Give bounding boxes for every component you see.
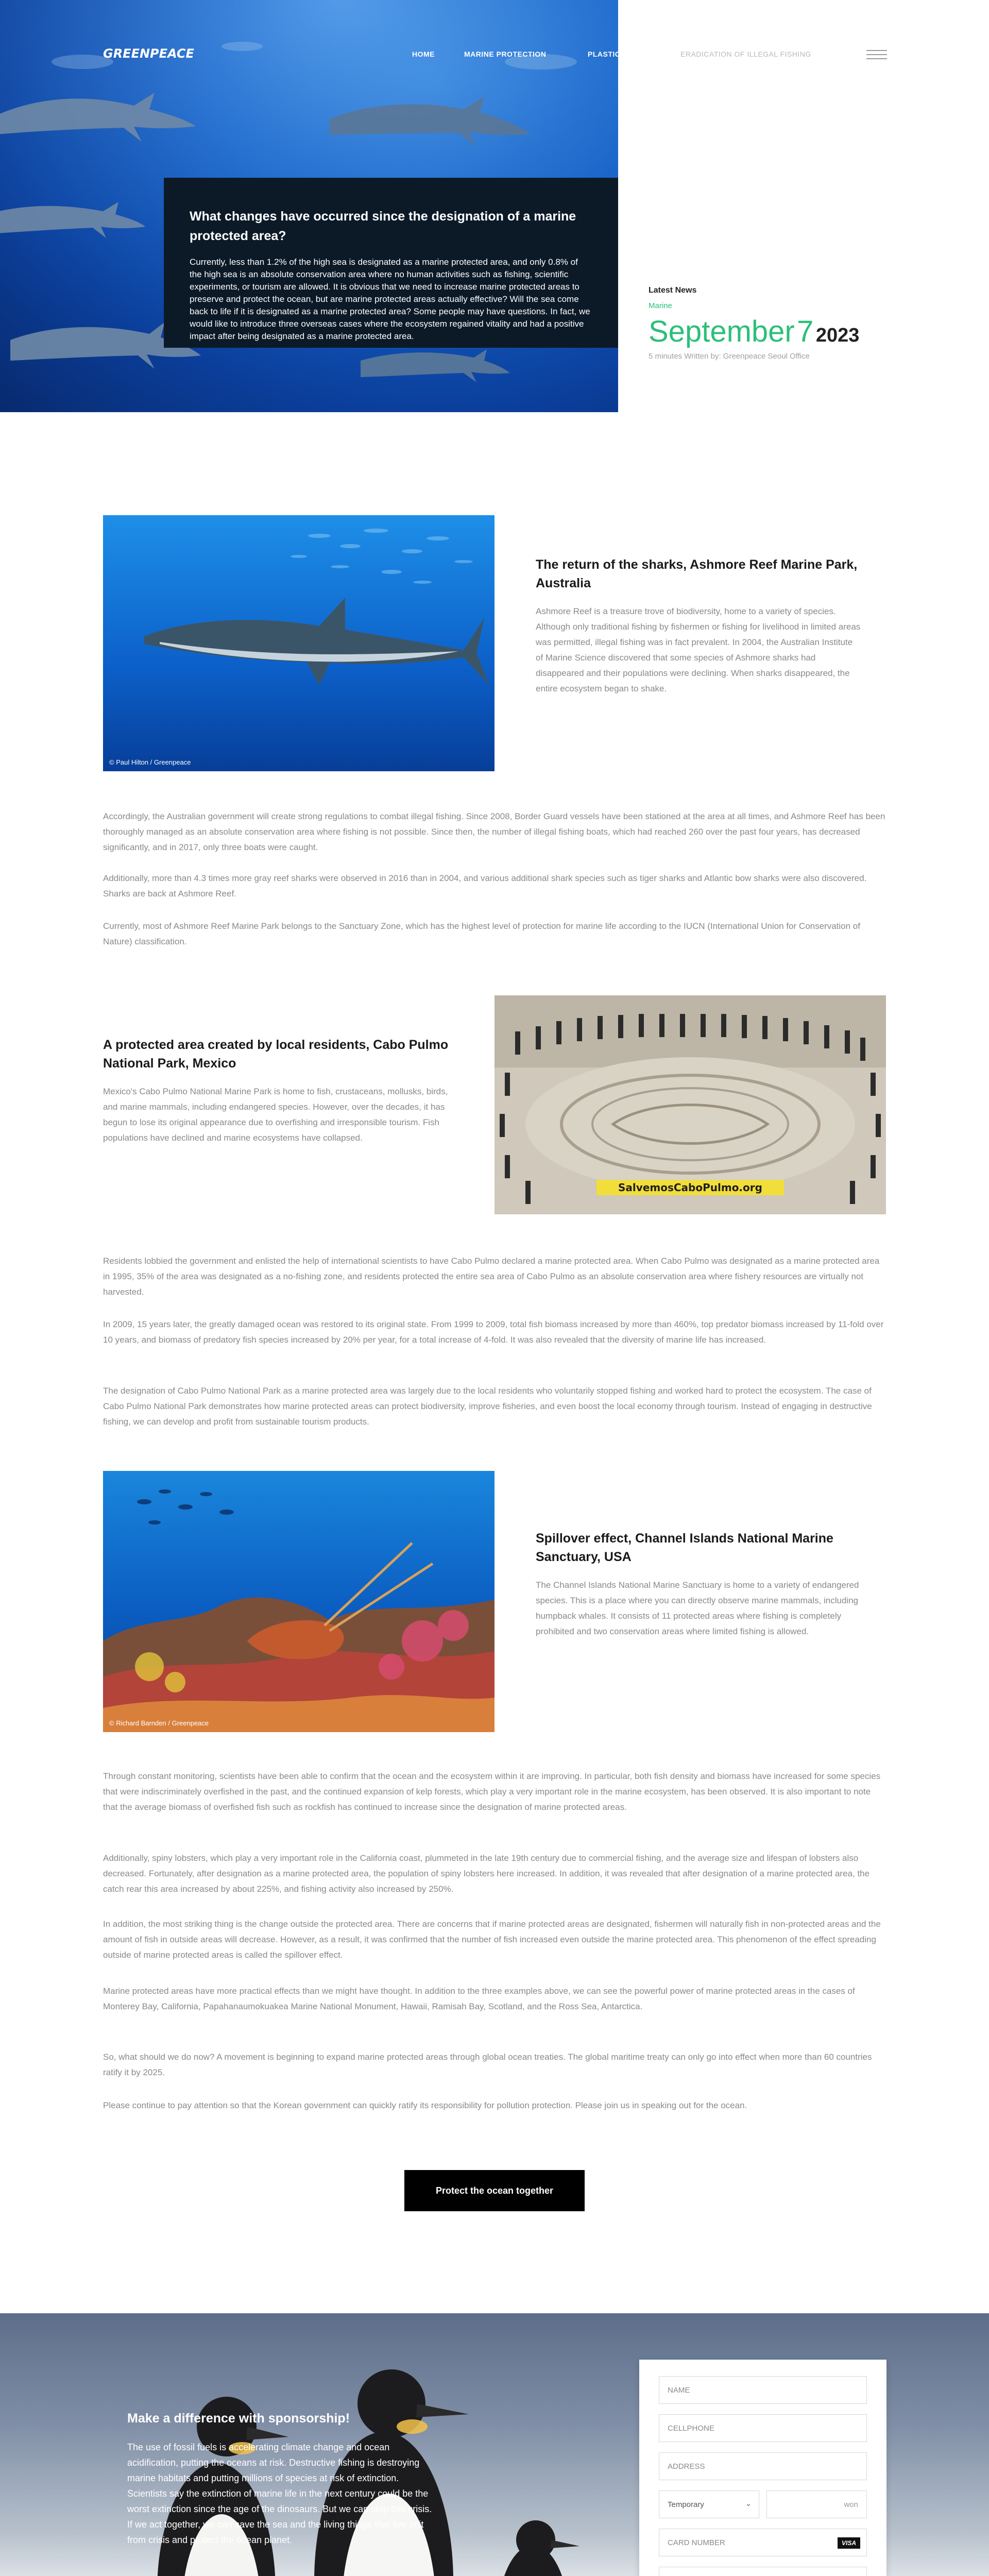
cellphone-input[interactable]	[659, 2415, 866, 2442]
sponsor-title: Make a difference with sponsorship!	[127, 2411, 350, 2426]
photo-credit: © Richard Barnden / Greenpeace	[109, 1719, 209, 1727]
cabo-pulmo-photo	[494, 995, 886, 1214]
shark-photo	[103, 515, 494, 771]
latest-news-label: Latest News	[649, 286, 697, 295]
section-intro-ashmore: Ashmore Reef is a treasure trove of biodiversity, home to a variety of species. Although only traditional fishing by fishermen or fishing for livelihood in limited areas was permitted, illegal fishing was in fact prevalent. In 2004, the Australian Institute of Marine Science discovered that some species of Ashmore sharks had disappeared and their populations were declining. When sharks disappeared, the entire ecosystem began to shake.	[536, 606, 861, 693]
section-cabo-pulmo	[103, 1036, 458, 1146]
validity-field-box	[659, 2567, 867, 2576]
nav-eradication-illegal-fishing[interactable]: ERADICATION OF ILLEGAL FISHING	[680, 50, 811, 58]
validity-input[interactable]	[659, 2567, 866, 2576]
section-intro-cabo-pulmo: Mexico's Cabo Pulmo National Marine Park is home to fish, crustaceans, mollusks, birds, and marine mammals, including endangered species. However, over the decades, it has begun to lose its original appearance due to overfishing and irresponsible tourism. Fish populations have declined and marine ecosystems have collapsed.	[103, 1087, 448, 1143]
donation-type-select[interactable]	[659, 2490, 759, 2518]
lobster-reef-photo	[103, 1471, 494, 1732]
date-year: 2023	[815, 325, 860, 346]
section-intro-channel-islands: The Channel Islands National Marine Sanctuary is home to a variety of endangered species. This is a place where you can directly observe marine mammals, including humpback whales. It consists of 11 protected areas where fishing is completely prohibited and two conservation areas where limited fishing is allowed.	[536, 1580, 859, 1636]
article-meta: 5 minutes Written by: Greenpeace Seoul Office	[649, 352, 810, 361]
category-tag[interactable]: Marine	[649, 301, 672, 310]
site-header	[0, 0, 989, 108]
menu-icon[interactable]	[866, 50, 887, 61]
paragraph: Please continue to pay attention so that the Korean government can quickly ratify its responsibility for pollution protection. Please join us in speaking out for the ocean.	[103, 2100, 747, 2110]
amount-input[interactable]	[766, 2490, 867, 2518]
nav-marine-protection[interactable]: MARINE PROTECTION	[464, 50, 547, 58]
paragraph: Through constant monitoring, scientists have been able to confirm that the ocean and the ecosystem within it are improving. In particular, both fish density and biomass have increased for some species that were indiscriminately overfished in the past, and the continued expansion of kelp forests, which play a very important role in the marine ecosystem, has been observed. It is also important to note that the average biomass of overfished fish such as rockfish has continued to increase since the designation of marine protected areas.	[103, 1771, 881, 1812]
phone-field-box	[659, 2414, 867, 2442]
date-month: September	[649, 315, 795, 348]
protect-ocean-button[interactable]: Protect the ocean together	[404, 2170, 585, 2211]
sponsor-form	[639, 2360, 886, 2576]
donation-type-value: Temporary	[668, 2500, 704, 2509]
sponsor-section	[0, 2313, 989, 2576]
section-title-channel-islands: Spillover effect, Channel Islands National Marine Sanctuary, USA	[536, 1531, 833, 1564]
donation-row	[659, 2490, 867, 2518]
paragraph: The designation of Cabo Pulmo National Park as a marine protected area was largely due to the local residents who voluntarily stopped fishing and worked hard to protect the ecosystem. The case of Cabo Pulmo National Park demonstrates how marine protected areas can protect biodiversity, improve fisheries, and even boost the local economy through tourism. Instead of engaging in destructive fishing, we can develop and profit from sustainable tourism products.	[103, 1386, 872, 1427]
amount-unit: won	[844, 2500, 858, 2509]
photo-credit: © Paul Hilton / Greenpeace	[109, 758, 191, 766]
nav-home[interactable]: HOME	[412, 50, 435, 58]
section-title-cabo-pulmo: A protected area created by local residents, Cabo Pulmo National Park, Mexico	[103, 1038, 449, 1071]
name-field-box	[659, 2376, 867, 2404]
paragraph: Currently, most of Ashmore Reef Marine Park belongs to the Sanctuary Zone, which has the highest level of protection for marine life according to the IUCN (International Union for Conservation of Nature) classification.	[103, 921, 860, 946]
section-title-ashmore: The return of the sharks, Ashmore Reef Marine Park, Australia	[536, 557, 858, 590]
hero-body: Currently, less than 1.2% of the high sea is designated as a marine protected area, and only 0.8% of the high sea is an absolute conservation area where no human activities such as fishing, scientific experiments, or tourism are allowed. It is obvious that we need to increase marine protected areas to preserve and protect the ocean, but are marine protected areas actually effective? Will the sea come back to life if it is designated as a marine protected area? Some people may have questions. In fact, we would like to introduce three overseas cases where the ecosystem regained vitality and had a positive impact after being designated as a marine protected area.	[190, 257, 590, 341]
paragraph: In 2009, 15 years later, the greatly damaged ocean was restored to its original state. From 1999 to 2009, total fish biomass increased by more than 460%, top predator biomass increased by 11-fold over 10 years, and biomass of predatory fish species increased by 20% per year, for a total increase of 4-fold. It was also revealed that the diversity of marine life has increased.	[103, 1319, 884, 1345]
section-channel-islands	[536, 1529, 861, 1639]
hero-card	[164, 178, 618, 348]
sponsor-copy	[127, 2411, 436, 2548]
sponsor-body: The use of fossil fuels is accelerating climate change and ocean acidification, putting the oceans at risk. Destructive fishing is destroying marine habitats and putting millions of species at risk of extinction. Scientists say the extinction of marine life in the next century could be the worst extinction since the age of the dinosaurs. But we can stop this crisis. If we act together, we can save the sea and the living things that live in it from crisis and protect the ocean planet.	[127, 2442, 432, 2545]
hero-title: What changes have occurred since the designation of a marine protected area?	[190, 209, 576, 243]
paragraph: Residents lobbied the government and enlisted the help of international scientists to have Cabo Pulmo declared a marine protected area. When Cabo Pulmo was designated as a marine protected area in 1995, 35% of the area was designated as a no-fishing zone, and residents protected the entire sea area of Cabo Pulmo as an absolute conservation area where fishery resources are virtually not harvested.	[103, 1256, 880, 1297]
banner-text: SalvemosCaboPulmo.org	[618, 1181, 762, 1194]
section-ashmore	[536, 555, 861, 697]
name-input[interactable]	[659, 2377, 866, 2403]
paragraph: Additionally, spiny lobsters, which play a very important role in the California coast, plummeted in the late 19th century due to commercial fishing, and the average size and lifespan of lobsters also decreased. Fortunately, after designation as a marine protected area, the population of spiny lobsters here increased. In addition, it was revealed that after designation of a marine protected area, the catch rear this area increased by about 225%, and fishing activity also increased by 250%.	[103, 1853, 870, 1894]
address-input[interactable]	[659, 2453, 866, 2480]
main-nav	[412, 50, 896, 60]
publish-date	[649, 314, 937, 349]
chevron-down-icon: ⌄	[745, 2499, 752, 2507]
paragraph: Additionally, more than 4.3 times more gray reef sharks were observed in 2016 than in 2004, and various additional shark species such as tiger sharks and Atlantic bow sharks were also discovered. Sharks are back at Ashmore Reef.	[103, 873, 867, 899]
visa-icon: VISA	[838, 2537, 860, 2549]
paragraph: Accordingly, the Australian government will create strong regulations to combat illegal fishing. Since 2008, Border Guard vessels have been stationed at the area at all times, and Ashmore Reef has been thoroughly managed as an absolute conservation area where fishing is not possible. Since then, the number of illegal fishing boats, which had reached 260 over the past four years, has decreased significantly, and in 2017, only three boats were caught.	[103, 811, 885, 852]
card-number-input[interactable]	[659, 2529, 866, 2556]
latest-news	[649, 286, 937, 361]
paragraph: Marine protected areas have more practical effects than we might have thought. In addition to the three examples above, we can see the powerful power of marine protected areas in the cases of Monterey Bay, California, Papahanaumokuakea Marine National Monument, Hawaii, Ramisah Bay, Scotland, and the Ross Sea, Antarctica.	[103, 1986, 855, 2011]
card-field-box	[659, 2529, 867, 2556]
greenpeace-logo[interactable]: GREENPEACE	[103, 46, 194, 61]
date-day: 7	[797, 315, 814, 348]
paragraph: In addition, the most striking thing is the change outside the protected area. There are concerns that if marine protected areas are designated, fishermen will naturally fish in non-protected areas and the amount of fish in outside areas will decrease. However, as a result, it was confirmed that the number of fish increased even outside the marine protected area. This phenomenon of the effect spreading outside of marine protected areas is called the spillover effect.	[103, 1919, 881, 1960]
paragraph: So, what should we do now? A movement is beginning to expand marine protected areas through global ocean treaties. The global maritime treaty can only go into effect when more than 60 countries ratify it by 2025.	[103, 2052, 872, 2077]
nav-plastic-zero[interactable]: PLASTIC ZERO	[588, 50, 644, 58]
address-field-box	[659, 2452, 867, 2480]
